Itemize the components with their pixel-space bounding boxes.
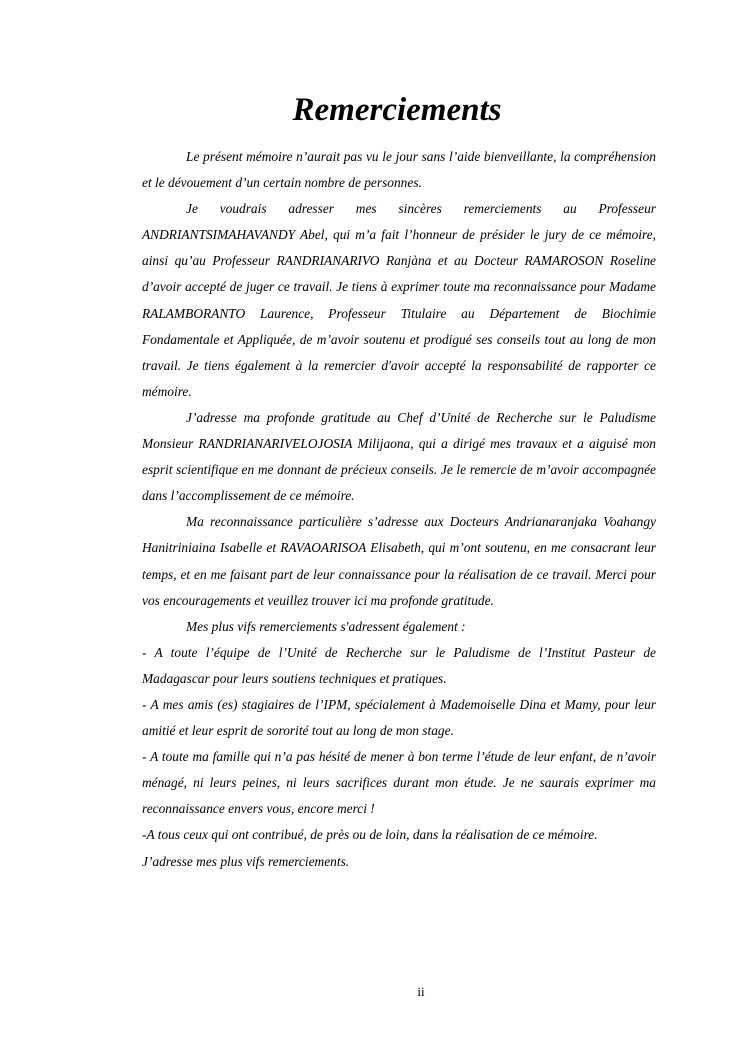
- page-title: Remerciements: [292, 92, 502, 128]
- paragraph-jury: Je voudrais adresser mes sincères remerciements au Professeur ANDRIANTSIMAHAVANDY Abel, qui m’a fait l’honneur de présider le jury de ce mémoire, ainsi qu’au Professeur RANDRIANARIVO Ranjàna et au Docteur RAMAROSON Roseline d’avoir accepté de juger ce travail. Je tiens à exprimer toute ma reconnaissance pour Madame RALAMBORANTO Laurence, Professeur Titulaire au Département de Biochimie Fondamentale et Appliquée, de m’avoir soutenu et prodigué ses conseils tout au long de mon travail. Je tiens également à la remercier d'avoir accepté la responsabilité de rapporter ce mémoire.: [142, 201, 656, 399]
- list-item-contributors: -A tous ceux qui ont contribué, de près ou de loin, dans la réalisation de ce mémoire.: [142, 827, 598, 843]
- list-item-team: - A toute l’équipe de l’Unité de Recherche sur le Paludisme de l’Institut Pasteur de Madagascar pour leurs soutiens techniques et pratiques.: [142, 644, 656, 686]
- paragraph-intro: Le présent mémoire n’aurait pas vu le jour sans l’aide bienveillante, la compréhension et le dévouement d’un certain nombre de personnes.: [142, 149, 656, 191]
- list-item-friends: - A mes amis (es) stagiaires de l’IPM, spécialement à Mademoiselle Dina et Mamy, pour leur amitié et leur esprit de sororité tout au long de mon stage.: [142, 696, 656, 739]
- acknowledgements-body: [142, 144, 656, 875]
- closing-line: J’adresse mes plus vifs remerciements.: [142, 853, 350, 869]
- paragraph-supervisor: J’adresse ma profonde gratitude au Chef d’Unité de Recherche sur le Paludisme Monsieur RANDRIANARIVELOJOSIA Milijaona, qui a dirigé mes travaux et a aiguisé mon esprit scientifique en me donnant de précieux conseils. Je le remercie de m’avoir accompagnée dans l’accomplissement de ce mémoire.: [142, 409, 656, 504]
- paragraph-doctors: Ma reconnaissance particulière s’adresse aux Docteurs Andrianaranjaka Voahangy Hanitriniaina Isabelle et RAVAOARISOA Elisabeth, qui m’ont soutenu, en me consacrant leur temps, et en me faisant part de leur connaissance pour la réalisation de ce travail. Merci pour vos encouragements et veuillez trouver ici ma profonde gratitude.: [142, 514, 656, 608]
- list-item-family: - A toute ma famille qui n’a pas hésité de mener à bon terme l’étude de leur enfant, de n’avoir ménagé, ni leurs peines, ni leurs sacrifices durant mon étude. Je ne saurais exprimer ma reconnaissance envers vous, encore merci !: [142, 749, 656, 817]
- page-number: ii: [417, 984, 425, 999]
- paragraph-list-intro: Mes plus vifs remerciements s'adressent également :: [186, 618, 466, 634]
